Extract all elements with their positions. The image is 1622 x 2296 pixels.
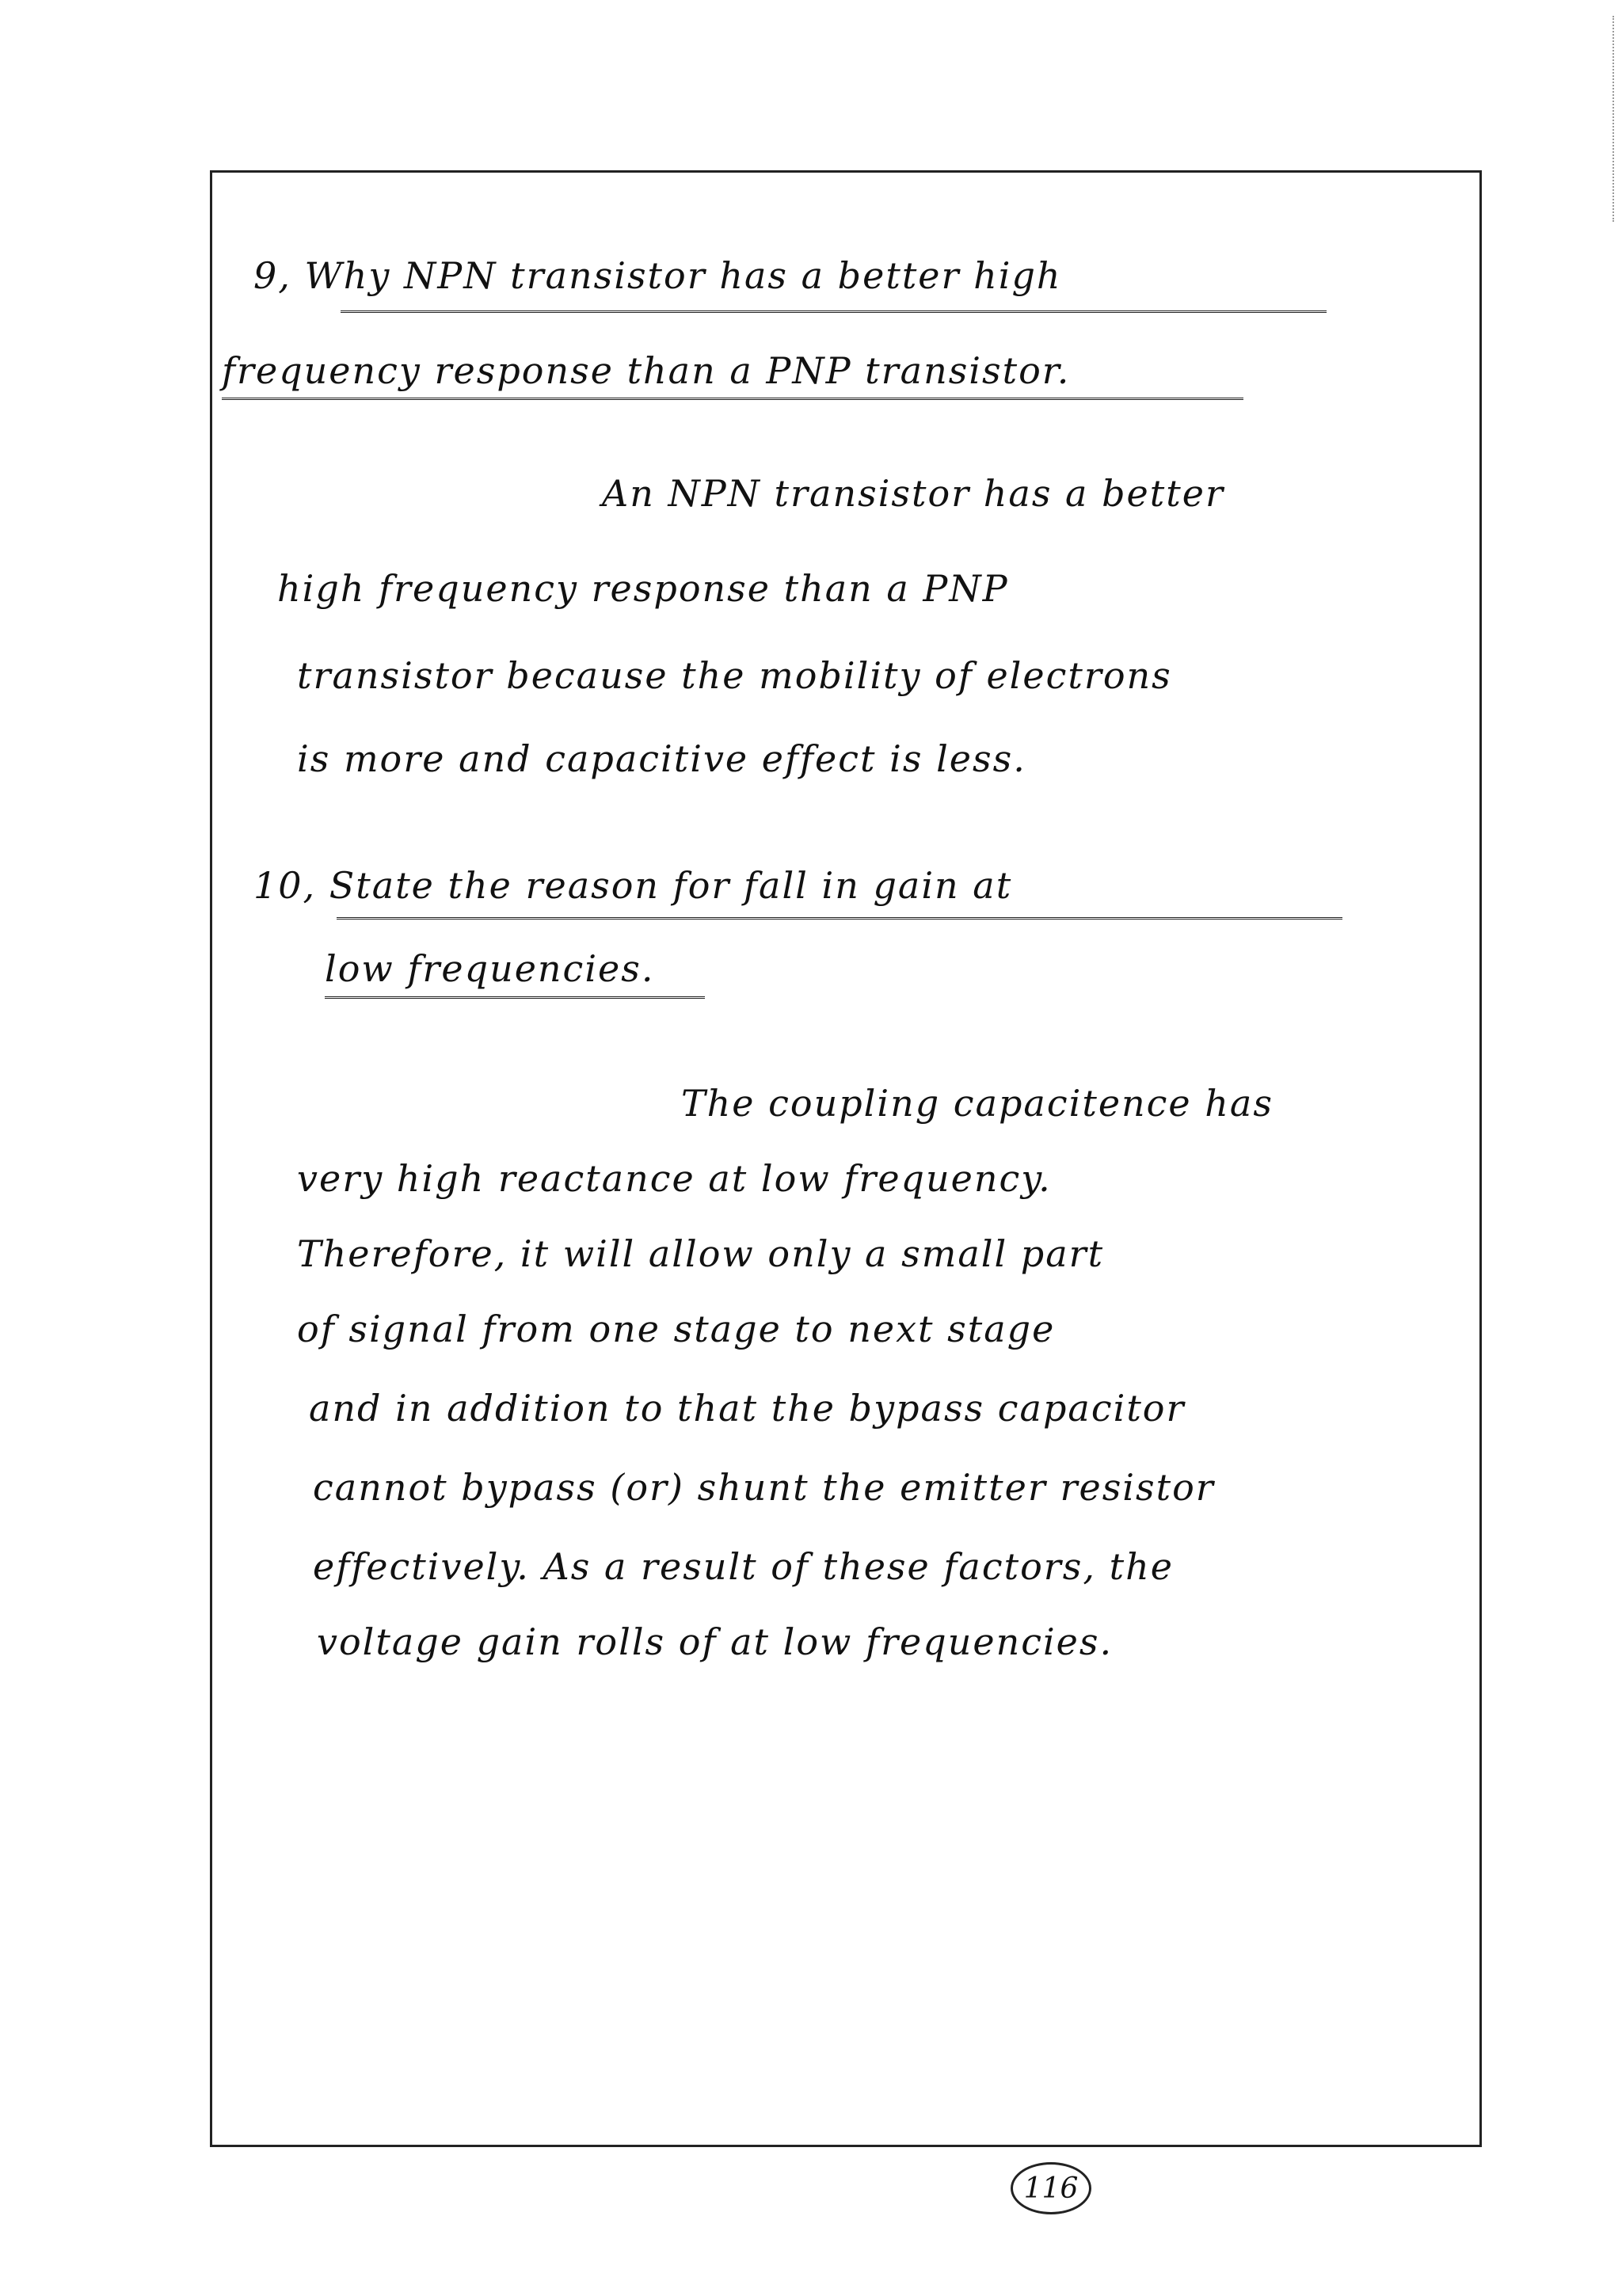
question-10-line-2: low frequencies. [325, 947, 655, 990]
page-number-circle [1011, 2162, 1091, 2214]
page-number: 116 [1023, 2172, 1079, 2205]
answer-10-line-6: cannot bypass (or) shunt the emitter resistor [313, 1466, 1215, 1509]
answer-10-line-8: voltage gain rolls of at low frequencies. [317, 1620, 1114, 1663]
answer-10-line-1: The coupling capacitence has [681, 1082, 1274, 1125]
answer-10-line-3: Therefore, it will allow only a small part [297, 1232, 1105, 1275]
answer-10-line-7: effectively. As a result of these factors, the [313, 1545, 1174, 1588]
question-9-underline-1 [341, 310, 1327, 326]
answer-9-line-2: high frequency response than a PNP [277, 567, 1009, 610]
question-9-underline-2 [222, 398, 1243, 413]
question-10-underline-2 [325, 996, 705, 1011]
answer-10-line-5: and in addition to that the bypass capacitor [309, 1387, 1186, 1430]
answer-9-line-1: An NPN transistor has a better [602, 472, 1224, 515]
answer-10-line-2: very high reactance at low frequency. [297, 1157, 1052, 1200]
question-10-underline-1 [337, 917, 1342, 932]
answer-10-line-4: of signal from one stage to next stage [297, 1308, 1056, 1350]
answer-9-line-3: transistor because the mobility of electrons [297, 654, 1172, 697]
question-9-line-2: frequency response than a PNP transistor. [222, 349, 1071, 392]
question-10-line-1: 10, State the reason for fall in gain at [253, 864, 1013, 907]
question-9-line-1: 9, Why NPN transistor has a better high [253, 254, 1062, 297]
scan-edge-mark [1612, 16, 1616, 222]
answer-9-line-4: is more and capacitive effect is less. [297, 737, 1026, 780]
